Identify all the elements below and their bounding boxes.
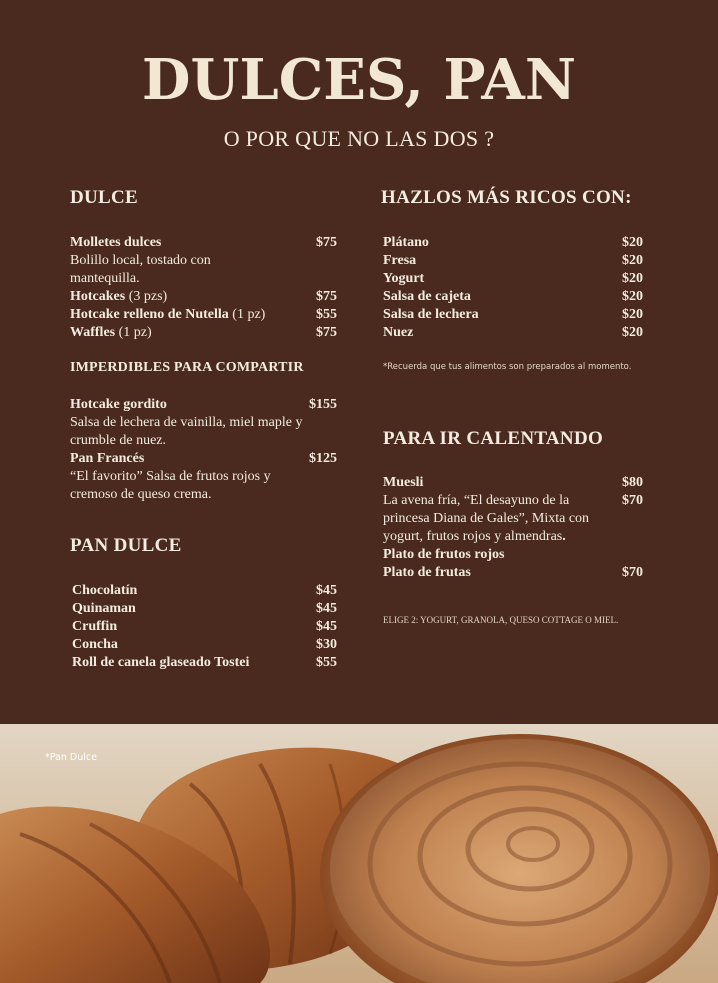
item-price: $20 <box>622 271 643 286</box>
compartir-section <box>70 360 337 376</box>
menu-item <box>72 582 337 600</box>
period: . <box>562 529 566 544</box>
pan-dulce-section <box>70 535 337 557</box>
menu-item <box>70 288 337 306</box>
page-subtitle: O POR QUE NO LAS DOS ? <box>223 126 495 151</box>
item-name: Chocolatín <box>72 583 138 598</box>
item-name: Pan Francés <box>70 451 145 466</box>
compartir-heading: IMPERDIBLES PARA COMPARTIR <box>70 360 304 375</box>
pan-dulce-list <box>72 582 337 672</box>
menu-item <box>383 288 643 306</box>
photo-caption: *Pan Dulce <box>45 752 97 763</box>
item-price: $75 <box>316 289 337 304</box>
item-name: Quinaman <box>72 601 136 616</box>
menu-item <box>70 450 337 468</box>
item-name: Roll de canela glaseado Tostei <box>72 655 250 670</box>
item-quantity: (1 pz) <box>228 307 266 322</box>
item-price: $45 <box>316 583 337 598</box>
item-price: $20 <box>622 289 643 304</box>
menu-item <box>383 306 643 324</box>
item-price: $45 <box>316 619 337 634</box>
item-name: Hotcake gordito <box>70 397 167 412</box>
item-price: $55 <box>316 307 337 322</box>
pan-dulce-heading: PAN DULCE <box>70 535 182 556</box>
menu-item <box>72 654 337 672</box>
menu-item <box>383 270 643 288</box>
pastry-image <box>0 724 718 983</box>
item-price: $70 <box>622 565 643 580</box>
menu-item <box>70 396 337 414</box>
item-price: $155 <box>309 397 337 412</box>
menu-item <box>72 600 337 618</box>
item-quantity: (1 pz) <box>115 325 152 340</box>
item-price: $75 <box>316 235 337 250</box>
calentando-note: ELIGE 2: YOGURT, GRANOLA, QUESO COTTAGE O MIEL. <box>383 615 619 625</box>
item-price: $30 <box>316 637 337 652</box>
item-price: $125 <box>309 451 337 466</box>
item-name: Salsa de lechera <box>383 307 479 322</box>
dulce-section <box>70 187 337 209</box>
item-price: $75 <box>316 325 337 340</box>
item-price: $55 <box>316 655 337 670</box>
item-price: $80 <box>622 475 643 490</box>
item-name: Cruffin <box>72 619 118 634</box>
item-name: Fresa <box>383 253 417 268</box>
menu-item <box>72 636 337 654</box>
item-price: $20 <box>622 235 643 250</box>
menu-item <box>70 324 337 342</box>
menu-item <box>383 252 643 270</box>
calentando-section <box>383 428 643 450</box>
item-name: Nuez <box>383 325 414 340</box>
pastry-photo <box>0 724 718 983</box>
item-name: Plato de frutas <box>383 565 471 580</box>
menu-item <box>383 324 643 342</box>
extras-note: *Recuerda que tus alimentos son preparados al momento. <box>383 362 632 372</box>
extras-section <box>381 187 651 209</box>
compartir-list <box>70 396 337 504</box>
item-name: Waffles <box>70 325 116 340</box>
menu-item <box>383 474 643 492</box>
dulce-heading: DULCE <box>70 187 139 208</box>
item-description: “El favorito” Salsa de frutos rojos y cremoso de queso crema. <box>70 469 271 502</box>
item-price: $70 <box>622 493 643 508</box>
menu-item <box>383 564 643 582</box>
page-title: DULCES, PAN <box>141 47 577 113</box>
item-name: Hotcake relleno de Nutella <box>70 307 229 322</box>
item-name: Muesli <box>383 475 424 490</box>
item-description: Salsa de lechera de vainilla, miel maple y crumble de nuez. <box>70 415 303 448</box>
item-name: Plato de frutos rojos <box>383 547 505 562</box>
calentando-list <box>383 474 643 582</box>
menu-item <box>383 234 643 252</box>
item-name: Concha <box>72 637 118 652</box>
item-quantity: (3 pzs) <box>125 289 168 304</box>
menu-item <box>70 306 337 324</box>
calentando-heading: PARA IR CALENTANDO <box>383 428 604 449</box>
item-name: Molletes dulces <box>70 235 162 250</box>
item-name: Hotcakes <box>70 289 126 304</box>
extras-heading: HAZLOS MÁS RICOS CON: <box>381 187 632 208</box>
item-price: $20 <box>622 307 643 322</box>
menu-item <box>383 546 643 564</box>
item-name: Yogurt <box>383 271 425 286</box>
item-price: $20 <box>622 253 643 268</box>
dulce-list <box>70 234 337 342</box>
menu-item <box>72 618 337 636</box>
item-name: Salsa de cajeta <box>383 289 471 304</box>
item-price: $20 <box>622 325 643 340</box>
item-price: $45 <box>316 601 337 616</box>
menu-item <box>383 492 643 546</box>
item-name: Plátano <box>383 235 429 250</box>
extras-list <box>383 234 643 342</box>
menu-item <box>70 234 337 252</box>
item-description: La avena fría, “El desayuno de la princesa Diana de Gales”, Mixta con yogurt, frutos rojos y almendras <box>383 493 590 544</box>
item-description: Bolillo local, tostado con mantequilla. <box>70 253 211 286</box>
